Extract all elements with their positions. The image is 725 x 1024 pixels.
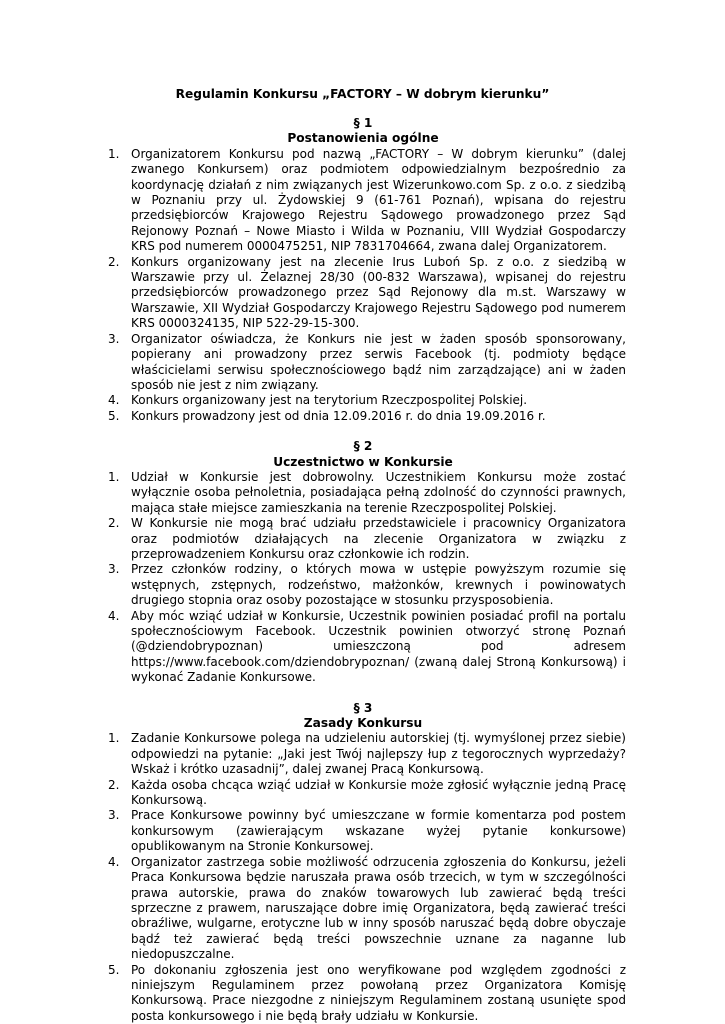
item-number: 2. (108, 777, 120, 792)
item-number: 1. (108, 731, 120, 746)
list-item (100, 332, 626, 394)
list-item (100, 516, 626, 562)
item-number: 1. (108, 146, 120, 161)
section-number: § 3 (353, 700, 373, 715)
item-number: 4. (108, 608, 120, 623)
item-number: 5. (108, 408, 120, 423)
item-number: 2. (108, 254, 120, 269)
item-number: 1. (108, 469, 120, 484)
item-number: 4. (108, 854, 120, 869)
item-text: Konkurs prowadzony jest od dnia 12.09.2016 r. do dnia 19.09.2016 r. (131, 408, 546, 423)
item-text: Organizator oświadcza, że Konkurs nie jest w żaden sposób sponsorowany, popierany ani prowadzony przez serwis Facebook (tj. podmioty będące właścicielami serwisu społecznościowego bądź nim zarządzające) ani w żaden sposób nie jest z nim związany. (131, 331, 626, 392)
list-item (100, 470, 626, 516)
list-item (100, 609, 626, 686)
item-text: Prace Konkursowe powinny być umieszczane w formie komentarza pod postem konkursowym (zawierającym wskazane wyżej pytanie konkursowe) opublikowanym na Stronie Konkursowej. (131, 808, 626, 854)
item-text: Organizator zastrzega sobie możliwość odrzucenia zgłoszenia do Konkursu, jeżeli Praca Konkursowa będzie naruszała prawa osób trzecich, w tym w szczególności prawa autorskie, prawa do znaków towarowych lub zawierać będą treści sprzeczne z prawem, naruszające dobre imię Organizatora, będą zawierać treści obraźliwe, wulgarne, erotyczne lub w inny sposób naruszać będą dobre obyczaje bądź też zawierać będą treści powszechnie uznane za naganne lub niedopuszczalne. (131, 854, 626, 962)
section-spacer (100, 686, 626, 701)
list-item (100, 393, 626, 408)
section-2 (100, 439, 626, 686)
item-text: Każda osoba chcąca wziąć udział w Konkursie może zgłosić wyłącznie jedną Pracę Konkursową. (131, 777, 626, 808)
section-list (100, 731, 626, 1024)
section-heading: Uczestnictwo w Konkursie (273, 454, 453, 469)
item-text: Konkurs organizowany jest na zlecenie Irus Luboń Sp. z o.o. z siedzibą w Warszawie przy ul. Żelaznej 28/30 (00-832 Warszawa), wpisanej do rejestru przedsiębiorców prowadzonego przez Sąd Rejonowy dla m.st. Warszawy w Warszawie, XII Wydział Gospodarczy Krajowego Rejestru Sądowego pod numerem KRS 0000324135, NIP 522-29-15-300. (131, 254, 626, 331)
item-text: Po dokonaniu zgłoszenia jest ono weryfikowane pod względem zgodności z niniejszym Regulaminem przez powołaną przez Organizatora Komisję Konkursową. Prace niezgodne z niniejszym Regulaminem zostaną usunięte spod posta konkursowego i nie będą brały udziału w Konkursie. (131, 962, 626, 1023)
section-list (100, 147, 626, 424)
list-item (100, 147, 626, 255)
item-number: 2. (108, 516, 120, 531)
item-text: Udział w Konkursie jest dobrowolny. Uczestnikiem Konkursu może zostać wyłącznie osoba pełnoletnia, posiadająca pełną zdolność do czynności prawnych, mająca stałe miejsce zamieszkania na terenie Rzeczpospolitej Polskiej. (131, 469, 626, 515)
section-heading: Zasady Konkursu (303, 716, 423, 731)
list-item (100, 808, 626, 854)
item-number: 4. (108, 393, 120, 408)
document-title: Regulamin Konkursu „FACTORY – W dobrym kierunku” (175, 87, 550, 101)
item-text: Aby móc wziąć udział w Konkursie, Uczestnik powinien posiadać profil na portalu społecznościowym Facebook. Uczestnik powinien otworzyć stronę Poznań (@dziendobrypoznan) umieszczoną pod adresem https://www.facebook.com/dziendobrypoznan/ (zwaną dalej Stroną Konkursową) i wykonać Zadanie Konkursowe. (131, 608, 626, 685)
list-item (100, 963, 626, 1024)
item-number: 5. (108, 962, 120, 977)
item-number: 3. (108, 562, 120, 577)
section-number: § 1 (353, 116, 373, 130)
list-item (100, 778, 626, 809)
list-item (100, 731, 626, 777)
list-item (100, 855, 626, 963)
list-item (100, 255, 626, 332)
section-heading: Postanowienia ogólne (287, 131, 439, 146)
section-list (100, 470, 626, 686)
item-text: W Konkursie nie mogą brać udziału przedstawiciele i pracownicy Organizatora oraz podmiotów działających na zlecenie Organizatora w związku z przeprowadzeniem Konkursu oraz członkowie ich rodzin. (131, 516, 626, 561)
item-text: Zadanie Konkursowe polega na udzieleniu autorskiej (tj. wymyślonej przez siebie) odpowiedzi na pytanie: „Jaki jest Twój najlepszy łup z tegorocznych wyprzedaży? Wskaż i krótko uzasadnij”, dalej zwanej Pracą Konkursową. (131, 731, 626, 777)
document-body (100, 116, 626, 1024)
section-1 (100, 116, 626, 424)
item-text: Konkurs organizowany jest na terytorium Rzeczpospolitej Polskiej. (131, 393, 528, 408)
item-number: 3. (108, 331, 120, 346)
section-number: § 2 (353, 439, 373, 454)
item-number: 3. (108, 808, 120, 823)
section-spacer (100, 424, 626, 439)
list-item (100, 562, 626, 608)
section-3 (100, 701, 626, 1024)
list-item (100, 409, 626, 424)
item-text: Przez członków rodziny, o których mowa w ustępie powyższym rozumie się wstępnych, zstępnych, rodzeństwo, małżonków, krewnych i powinowatych drugiego stopnia oraz osoby pozostające w stosunku przysposobienia. (131, 562, 626, 608)
item-text: Organizatorem Konkursu pod nazwą „FACTORY – W dobrym kierunku” (dalej zwanego Konkursem) oraz podmiotem odpowiedzialnym bezpośrednio za koordynację działań z nim związanych jest Wizerunkowo.com Sp. z o.o. z siedzibą w Poznaniu przy ul. Żydowskiej 9 (61-761 Poznań), wpisana do rejestru przedsiębiorców Krajowego Rejestru Sądowego prowadzonego przez Sąd Rejonowy Poznań – Nowe Miasto i Wilda w Poznaniu, VIII Wydział Gospodarczy KRS pod numerem 0000475251, NIP 7831704664, zwana dalej Organizatorem. (131, 146, 626, 254)
